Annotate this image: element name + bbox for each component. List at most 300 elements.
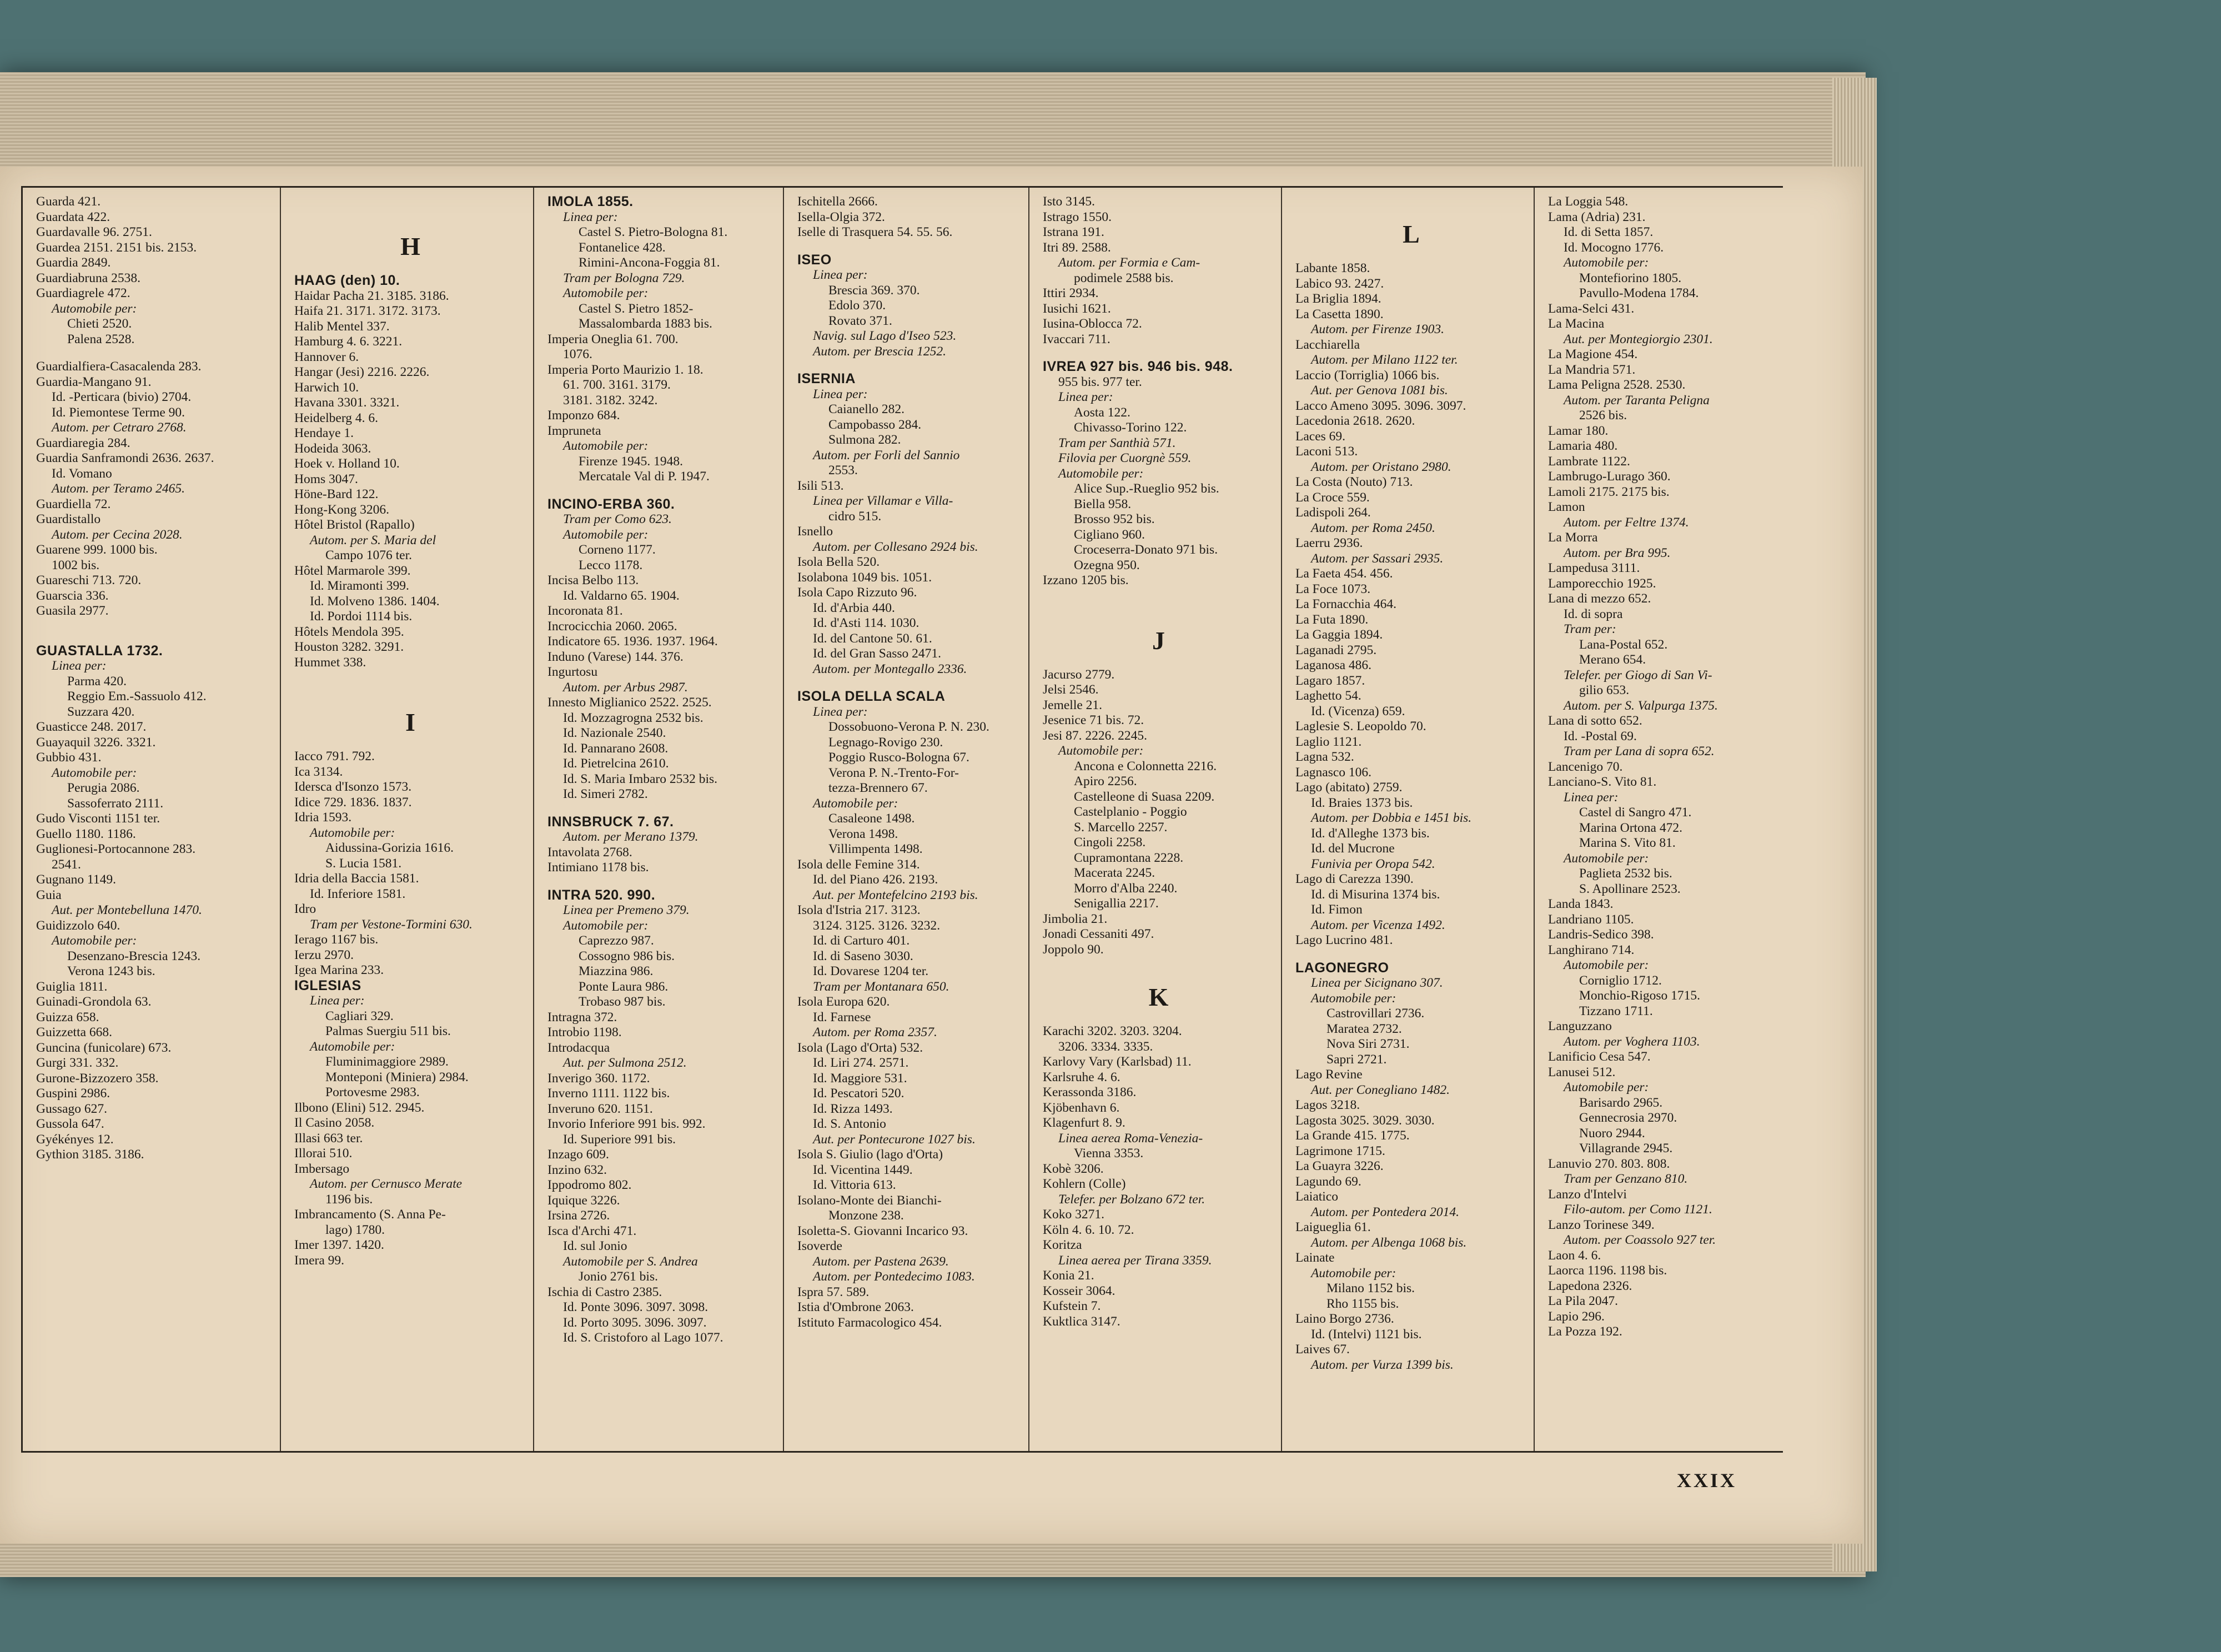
index-destination: Mercatale Val di P. 1947. bbox=[579, 469, 710, 484]
index-destination: Aosta 122. bbox=[1074, 405, 1130, 420]
index-entry: Gyékényes 12. bbox=[36, 1132, 114, 1147]
spacer bbox=[547, 485, 777, 497]
index-entry: Istia d'Ombrone 2063. bbox=[797, 1300, 914, 1314]
index-entry: Harwich 10. bbox=[294, 380, 359, 395]
service-line: Tram per Santhià 571. bbox=[1058, 435, 1176, 450]
index-entry: Gugnano 1149. bbox=[36, 872, 117, 887]
index-subentry: Id. Vittoria 613. bbox=[813, 1178, 896, 1192]
service-line: Autom. per Milano 1122 ter. bbox=[1311, 353, 1458, 367]
index-entry: Hannover 6. bbox=[294, 349, 359, 364]
index-destination: Sassoferrato 2111. bbox=[67, 796, 164, 811]
index-entry: Laglesie S. Leopoldo 70. bbox=[1295, 719, 1426, 734]
index-subentry: Id. di Misurina 1374 bis. bbox=[1311, 887, 1440, 902]
index-entry: Intavolata 2768. bbox=[547, 845, 632, 860]
index-entry: Gurgi 331. 332. bbox=[36, 1056, 119, 1070]
index-entry: Klagenfurt 8. 9. bbox=[1043, 1116, 1125, 1130]
index-subentry: Id. Valdarno 65. 1904. bbox=[563, 588, 680, 603]
index-subentry: Id. Molveno 1386. 1404. bbox=[310, 594, 440, 609]
index-destination: Sapri 2721. bbox=[1326, 1052, 1387, 1067]
index-entry: Lagnasco 106. bbox=[1295, 765, 1372, 780]
index-subentry: Id. Porto 3095. 3096. 3097. bbox=[563, 1315, 707, 1330]
index-entry: Joppolo 90. bbox=[1043, 942, 1104, 957]
index-entry: Isola Bella 520. bbox=[797, 555, 880, 569]
index-entry: Hangar (Jesi) 2216. 2226. bbox=[294, 365, 430, 379]
service-line: Autom. per Montegallo 2336. bbox=[813, 661, 967, 676]
index-entry: Landa 1843. bbox=[1548, 897, 1614, 911]
index-entry: Lama-Selci 431. bbox=[1548, 301, 1635, 316]
index-entry: Introbio 1198. bbox=[547, 1025, 622, 1040]
service-line: Automobile per: bbox=[563, 439, 649, 453]
spacer bbox=[1295, 948, 1528, 961]
service-line: Autom. per Firenze 1903. bbox=[1311, 322, 1444, 337]
index-subentry: Id. del Gran Sasso 2471. bbox=[813, 646, 942, 661]
index-entry: Isca d'Archi 471. bbox=[547, 1223, 637, 1238]
index-subentry: Id. del Cantone 50. 61. bbox=[813, 631, 932, 646]
index-entry: Isoverde bbox=[797, 1239, 842, 1253]
service-line: Autom. per Taranta Peligna bbox=[1564, 393, 1710, 408]
index-subentry: Id. Ponte 3096. 3097. 3098. bbox=[563, 1300, 708, 1314]
index-subentry: Id. di sopra bbox=[1564, 606, 1623, 621]
index-entry: Intragna 372. bbox=[547, 1010, 617, 1025]
index-entry: Kohlern (Colle) bbox=[1043, 1177, 1126, 1191]
index-entry: Iacco 791. 792. bbox=[294, 749, 375, 764]
index-entry: Koko 3271. bbox=[1043, 1207, 1104, 1222]
index-entry: Intimiano 1178 bis. bbox=[547, 860, 649, 875]
index-subentry: Id. Pordoi 1114 bis. bbox=[310, 609, 413, 624]
index-subentry: Id. Maggiore 531. bbox=[813, 1071, 907, 1086]
service-line: Linea aerea per Tirana 3359. bbox=[1058, 1253, 1212, 1268]
spacer bbox=[797, 240, 1023, 253]
index-entry: Ladispoli 264. bbox=[1295, 505, 1371, 520]
index-entry: La Gaggia 1894. bbox=[1295, 627, 1383, 642]
index-destination: 1196 bis. bbox=[325, 1192, 373, 1207]
index-destination: Verona 1243 bis. bbox=[67, 964, 155, 978]
index-entry: Imer 1397. 1420. bbox=[294, 1238, 384, 1252]
index-entry: La Grande 415. 1775. bbox=[1295, 1128, 1410, 1143]
service-line: Linea per: bbox=[813, 386, 868, 401]
index-entry: Incoronata 81. bbox=[547, 604, 623, 618]
service-line: Aut. per Sulmona 2512. bbox=[563, 1056, 687, 1070]
index-entry: Laces 69. bbox=[1295, 429, 1346, 444]
service-line: Navig. sul Lago d'Iseo 523. bbox=[813, 329, 957, 343]
service-line: Autom. per Collesano 2924 bis. bbox=[813, 539, 978, 554]
index-destination: Ozegna 950. bbox=[1074, 558, 1140, 573]
index-entry: Lamoli 2175. 2175 bis. bbox=[1548, 484, 1670, 499]
service-line: Linea per: bbox=[563, 209, 618, 224]
index-entry: Laives 67. bbox=[1295, 1342, 1350, 1357]
index-entry: Jemelle 21. bbox=[1043, 697, 1103, 712]
index-entry: Lama (Adria) 231. bbox=[1548, 209, 1646, 224]
index-subentry: 1002 bis. bbox=[52, 558, 100, 573]
service-line: Automobile per: bbox=[310, 1039, 395, 1054]
index-entry: Guinadi-Grondola 63. bbox=[36, 995, 152, 1009]
index-destination: Legnago-Rovigo 230. bbox=[828, 735, 943, 750]
index-entry: Lambrugo-Lurago 360. bbox=[1548, 469, 1671, 484]
service-line: Linea per: bbox=[813, 704, 868, 719]
index-frame bbox=[21, 186, 1783, 1453]
index-entry: Lampedusa 3111. bbox=[1548, 561, 1640, 575]
index-entry: Guarene 999. 1000 bis. bbox=[36, 543, 158, 557]
section-letter: L bbox=[1403, 220, 1421, 248]
index-entry: La Guayra 3226. bbox=[1295, 1159, 1384, 1173]
index-subentry: Id. di Saseno 3030. bbox=[813, 948, 913, 963]
index-destination: S. Apollinare 2523. bbox=[1579, 881, 1681, 896]
index-destination: Castelleone di Suasa 2209. bbox=[1074, 789, 1215, 804]
index-destination: Monteponi (Miniera) 2984. bbox=[325, 1069, 469, 1084]
index-subentry: 3124. 3125. 3126. 3232. bbox=[813, 918, 941, 933]
index-entry: La Pila 2047. bbox=[1548, 1294, 1618, 1308]
service-line: Tram per: bbox=[1564, 622, 1616, 636]
index-destination: Edolo 370. bbox=[828, 298, 886, 313]
index-entry: Lacchiarella bbox=[1295, 337, 1360, 352]
spacer bbox=[294, 207, 527, 219]
index-entry: Gubbio 431. bbox=[36, 750, 102, 765]
service-line: Telefer. per Bolzano 672 ter. bbox=[1058, 1192, 1205, 1207]
index-entry: Laghetto 54. bbox=[1295, 689, 1361, 703]
index-subentry: Id. Pietrelcina 2610. bbox=[563, 756, 669, 771]
index-destination: lago) 1780. bbox=[325, 1222, 385, 1237]
index-destination: Campobasso 284. bbox=[828, 417, 922, 432]
index-entry: Kerassonda 3186. bbox=[1043, 1085, 1137, 1099]
spacer bbox=[36, 619, 274, 631]
index-destination: Alice Sup.-Rueglio 952 bis. bbox=[1074, 481, 1219, 496]
index-subentry: Id. Farnese bbox=[813, 1010, 871, 1025]
index-subentry: Id. d'Alleghe 1373 bis. bbox=[1311, 826, 1430, 841]
index-entry: Laccio (Torriglia) 1066 bis. bbox=[1295, 368, 1440, 383]
service-line: Autom. per Pastena 2639. bbox=[813, 1254, 949, 1269]
index-entry: Lago Lucrino 481. bbox=[1295, 933, 1393, 947]
index-heading: INTRA 520. 990. bbox=[547, 887, 656, 903]
index-entry: La Mandria 571. bbox=[1548, 362, 1636, 377]
index-subentry: Id. -Postal 69. bbox=[1564, 729, 1637, 744]
index-entry: Ispra 57. 589. bbox=[797, 1284, 870, 1299]
index-entry: Guidizzolo 640. bbox=[36, 918, 120, 933]
index-heading: IGLESIAS bbox=[294, 977, 361, 993]
index-entry: Ittiri 2934. bbox=[1043, 286, 1099, 300]
spacer bbox=[1043, 957, 1275, 970]
index-subentry: Id. (Intelvi) 1121 bis. bbox=[1311, 1327, 1422, 1342]
service-line: Tram per Vestone-Tormini 630. bbox=[310, 917, 473, 932]
index-entry: Guardistallo bbox=[36, 512, 101, 526]
index-entry: Hendaye 1. bbox=[294, 426, 354, 440]
service-line: Automobile per S. Andrea bbox=[563, 1254, 698, 1269]
index-subentry: Id. (Vicenza) 659. bbox=[1311, 704, 1405, 719]
service-line: Automobile per: bbox=[563, 527, 649, 542]
index-entry: Isoletta-S. Giovanni Incarico 93. bbox=[797, 1223, 968, 1238]
index-entry: Jesenice 71 bis. 72. bbox=[1043, 713, 1144, 727]
index-entry: Isolabona 1049 bis. 1051. bbox=[797, 570, 932, 585]
service-line: Telefer. per Giogo di San Vi- bbox=[1564, 667, 1712, 682]
service-line: Autom. per Feltre 1374. bbox=[1564, 515, 1689, 530]
service-line: Aut. per Genova 1081 bis. bbox=[1311, 383, 1448, 398]
index-heading: HAAG (den) 10. bbox=[294, 273, 400, 288]
index-destination: Villimpenta 1498. bbox=[828, 842, 923, 856]
index-heading: ISEO bbox=[797, 252, 832, 268]
index-destination: Miazzina 986. bbox=[579, 964, 654, 978]
index-destination: Corneno 1177. bbox=[579, 543, 656, 557]
index-destination: Palena 2528. bbox=[67, 332, 135, 347]
index-destination: Cupramontana 2228. bbox=[1074, 850, 1184, 865]
index-heading: LAGONEGRO bbox=[1295, 960, 1389, 976]
index-destination: Chieti 2520. bbox=[67, 317, 132, 331]
index-entry: Lago (abitato) 2759. bbox=[1295, 780, 1403, 795]
service-line: Automobile per: bbox=[563, 918, 649, 933]
service-line: Autom. per Teramo 2465. bbox=[52, 481, 185, 496]
index-entry: Iquique 3226. bbox=[547, 1193, 620, 1208]
index-entry: Gythion 3185. 3186. bbox=[36, 1147, 144, 1162]
index-entry: Ivaccari 711. bbox=[1043, 332, 1110, 347]
index-entry: Guardiaregia 284. bbox=[36, 435, 130, 450]
index-destination: Desenzano-Brescia 1243. bbox=[67, 948, 201, 963]
index-entry: Halib Mentel 337. bbox=[294, 319, 390, 334]
index-destination: Brosso 952 bis. bbox=[1074, 512, 1155, 526]
index-destination: Marina Ortona 472. bbox=[1579, 820, 1682, 835]
spacer bbox=[1295, 194, 1528, 207]
index-destination: Macerata 2245. bbox=[1074, 866, 1155, 880]
index-entry: Hong-Kong 3206. bbox=[294, 502, 390, 517]
index-entry: Iselle di Trasquera 54. 55. 56. bbox=[797, 225, 953, 239]
service-line: Automobile per: bbox=[1311, 991, 1396, 1006]
index-subentry: Id. del Mucrone bbox=[1311, 841, 1395, 856]
index-destination: cidro 515. bbox=[828, 509, 882, 524]
index-entry: La Fornacchia 464. bbox=[1295, 597, 1397, 611]
service-line: Automobile per: bbox=[52, 765, 137, 780]
index-subentry: Id. Mocogno 1776. bbox=[1564, 240, 1664, 255]
service-line: Linea aerea Roma-Venezia- bbox=[1058, 1131, 1203, 1146]
service-line: Automobile per: bbox=[52, 301, 137, 316]
index-entry: Houston 3282. 3291. bbox=[294, 640, 404, 654]
index-subentry: 1076. bbox=[563, 347, 592, 361]
index-destination: Campo 1076 ter. bbox=[325, 548, 412, 563]
index-entry: Lanuvio 270. 803. 808. bbox=[1548, 1156, 1670, 1171]
index-entry: Isella-Olgia 372. bbox=[797, 209, 885, 224]
service-line: Autom. per Voghera 1103. bbox=[1564, 1034, 1700, 1049]
index-entry: Ingurtosu bbox=[547, 665, 598, 679]
index-entry: Gussola 647. bbox=[36, 1117, 104, 1131]
index-entry: Landris-Sedico 398. bbox=[1548, 927, 1654, 942]
index-entry: Heidelberg 4. 6. bbox=[294, 410, 378, 425]
index-destination: Morro d'Alba 2240. bbox=[1074, 881, 1178, 896]
index-entry: Igea Marina 233. bbox=[294, 963, 384, 977]
index-destination: Cossogno 986 bis. bbox=[579, 948, 675, 963]
index-destination: Portovesme 2983. bbox=[325, 1085, 420, 1099]
index-destination: Cingoli 2258. bbox=[1074, 835, 1146, 850]
index-entry: Idersca d'Isonzo 1573. bbox=[294, 780, 412, 794]
index-entry: Guareschi 713. 720. bbox=[36, 573, 142, 588]
index-entry: Isolano-Monte dei Bianchi- bbox=[797, 1193, 942, 1208]
index-destination: tezza-Brennero 67. bbox=[828, 781, 928, 795]
index-subentry: Id. S. Antonio bbox=[813, 1117, 886, 1131]
service-line: Funivia per Oropa 542. bbox=[1311, 856, 1435, 871]
index-subentry: Id. -Perticara (bivio) 2704. bbox=[52, 390, 192, 404]
index-entry: Laconi 513. bbox=[1295, 444, 1358, 459]
service-line: Automobile per: bbox=[1564, 1080, 1649, 1094]
index-heading: IMOLA 1855. bbox=[547, 194, 634, 209]
index-entry: Inverigo 360. 1172. bbox=[547, 1071, 650, 1086]
index-destination: S. Lucia 1581. bbox=[325, 856, 402, 871]
index-entry: Lama Peligna 2528. 2530. bbox=[1548, 378, 1686, 392]
index-entry: Lamar 180. bbox=[1548, 423, 1609, 438]
index-entry: Ippodromo 802. bbox=[547, 1178, 632, 1192]
spacer bbox=[1043, 601, 1275, 613]
index-entry: Iusichi 1621. bbox=[1043, 301, 1111, 316]
index-heading: IVREA 927 bis. 946 bis. 948. bbox=[1043, 359, 1233, 374]
index-entry: Lagundo 69. bbox=[1295, 1174, 1361, 1189]
section-letter: J bbox=[1152, 626, 1166, 655]
index-entry: Guardialfiera-Casacalenda 283. bbox=[36, 359, 202, 374]
index-entry: Idro bbox=[294, 902, 316, 916]
index-entry: Incisa Belbo 113. bbox=[547, 573, 639, 588]
service-line: Autom. per Pontedecimo 1083. bbox=[813, 1269, 975, 1284]
index-destination: Palmas Suergiu 511 bis. bbox=[325, 1024, 451, 1038]
index-entry: Isola Europa 620. bbox=[797, 995, 890, 1009]
spacer bbox=[547, 876, 777, 888]
index-entry: Labico 93. 2427. bbox=[1295, 276, 1384, 291]
index-entry: Laerru 2936. bbox=[1295, 536, 1363, 550]
service-line: Autom. per Forli del Sannio bbox=[813, 448, 960, 463]
index-column-5 bbox=[1029, 188, 1282, 1451]
service-line: Filo-autom. per Como 1121. bbox=[1564, 1202, 1712, 1217]
index-subentry: Id. di Setta 1857. bbox=[1564, 225, 1654, 239]
index-entry: Kosseir 3064. bbox=[1043, 1283, 1115, 1298]
index-entry: La Futa 1890. bbox=[1295, 612, 1369, 627]
index-entry: Isola Capo Rizzuto 96. bbox=[797, 585, 917, 600]
index-entry: Itri 89. 2588. bbox=[1043, 240, 1111, 255]
index-destination: Pavullo-Modena 1784. bbox=[1579, 286, 1699, 300]
index-destination: Firenze 1945. 1948. bbox=[579, 454, 683, 469]
index-entry: La Macina bbox=[1548, 317, 1605, 331]
index-entry: Lanzo Torinese 349. bbox=[1548, 1217, 1655, 1232]
index-entry: Hodeida 3063. bbox=[294, 441, 371, 456]
index-subentry: Id. S. Maria Imbaro 2532 bis. bbox=[563, 771, 718, 786]
service-line: Automobile per: bbox=[52, 933, 137, 948]
service-line: Automobile per: bbox=[1564, 255, 1649, 270]
index-destination: Caianello 282. bbox=[828, 402, 905, 416]
service-line: Tram per Lana di sopra 652. bbox=[1564, 744, 1715, 759]
service-line: Autom. per Roma 2450. bbox=[1311, 520, 1435, 535]
index-destination: Cigliano 960. bbox=[1074, 527, 1145, 542]
index-entry: Laino Borgo 2736. bbox=[1295, 1312, 1394, 1326]
index-column-6 bbox=[1282, 188, 1535, 1451]
index-subentry: Id. d'Asti 114. 1030. bbox=[813, 616, 919, 630]
service-line: Aut. per Montegiorgio 2301. bbox=[1564, 332, 1713, 347]
index-entry: Lamaria 480. bbox=[1548, 439, 1618, 453]
index-entry: Inveruno 620. 1151. bbox=[547, 1101, 653, 1116]
index-entry: Lana di sotto 652. bbox=[1548, 714, 1642, 728]
index-destination: Suzzara 420. bbox=[67, 704, 135, 719]
index-subentry: Id. Piemontese Terme 90. bbox=[52, 405, 185, 420]
index-entry: Invorio Inferiore 991 bis. 992. bbox=[547, 1117, 706, 1131]
index-destination: Brescia 369. 370. bbox=[828, 283, 920, 298]
index-entry: La Briglia 1894. bbox=[1295, 292, 1381, 306]
index-column-7 bbox=[1535, 188, 1783, 1451]
index-entry: Guarda 421. bbox=[36, 194, 101, 209]
spacer bbox=[1043, 347, 1275, 359]
index-subentry: Id. Miramonti 399. bbox=[310, 579, 409, 593]
section-letter: K bbox=[1148, 983, 1170, 1011]
index-destination: Cagliari 329. bbox=[325, 1008, 394, 1023]
index-entry: La Foce 1073. bbox=[1295, 581, 1371, 596]
index-destination: Verona 1498. bbox=[828, 826, 898, 841]
index-destination: Ancona e Colonnetta 2216. bbox=[1074, 759, 1217, 774]
index-entry: La Croce 559. bbox=[1295, 490, 1370, 505]
index-entry: Illasi 663 ter. bbox=[294, 1131, 363, 1146]
index-entry: Lambrate 1122. bbox=[1548, 454, 1630, 469]
index-heading: INNSBRUCK 7. 67. bbox=[547, 814, 674, 830]
index-destination: Trobaso 987 bis. bbox=[579, 995, 666, 1009]
index-destination: 2553. bbox=[828, 463, 858, 478]
index-entry: La Costa (Nouto) 713. bbox=[1295, 475, 1413, 489]
index-destination: Marina S. Vito 81. bbox=[1579, 836, 1676, 850]
index-entry: Jacurso 2779. bbox=[1043, 667, 1115, 682]
index-entry: Hoek v. Holland 10. bbox=[294, 456, 400, 471]
service-line: Aut. per Pontecurone 1027 bis. bbox=[813, 1132, 976, 1147]
index-entry: Induno (Varese) 144. 376. bbox=[547, 649, 684, 664]
index-entry: Lacco Ameno 3095. 3096. 3097. bbox=[1295, 398, 1466, 413]
index-subentry: Id. d'Arbia 440. bbox=[813, 600, 895, 615]
index-destination: Rimini-Ancona-Foggia 81. bbox=[579, 255, 720, 270]
index-entry: Guizzetta 668. bbox=[36, 1025, 113, 1040]
service-line: Autom. per Cecina 2028. bbox=[52, 527, 183, 542]
index-entry: Isnello bbox=[797, 524, 833, 539]
index-entry: Imperia Porto Maurizio 1. 18. bbox=[547, 362, 704, 377]
index-entry: Jesi 87. 2226. 2245. bbox=[1043, 728, 1147, 743]
index-column-3 bbox=[534, 188, 784, 1451]
service-line: Tram per Bologna 729. bbox=[563, 270, 685, 285]
index-entry: Ischia di Castro 2385. bbox=[547, 1284, 662, 1299]
index-entry: Lagna 532. bbox=[1295, 750, 1354, 764]
index-entry: Lamporecchio 1925. bbox=[1548, 576, 1656, 591]
index-destination: gilio 653. bbox=[1579, 683, 1630, 697]
index-entry: Idria 1593. bbox=[294, 810, 352, 825]
index-entry: Introdacqua bbox=[547, 1040, 610, 1055]
service-line: Autom. per Sassari 2935. bbox=[1311, 551, 1444, 566]
index-entry: Hamburg 4. 6. 3221. bbox=[294, 334, 403, 349]
index-entry: Guizza 658. bbox=[36, 1010, 99, 1025]
service-line: Automobile per: bbox=[310, 825, 395, 840]
index-entry: Laon 4. 6. bbox=[1548, 1248, 1601, 1263]
index-entry: Laiatico bbox=[1295, 1189, 1338, 1204]
index-subentry: Id. Superiore 991 bis. bbox=[563, 1132, 676, 1147]
index-destination: Gennecrosia 2970. bbox=[1579, 1111, 1677, 1125]
index-entry: Inverno 1111. 1122 bis. bbox=[547, 1086, 670, 1101]
index-entry: Hôtels Mendola 395. bbox=[294, 624, 404, 639]
index-entry: Guardiella 72. bbox=[36, 496, 111, 511]
spacer bbox=[547, 802, 777, 815]
index-entry: Lainate bbox=[1295, 1251, 1335, 1265]
index-destination: Monchio-Rigoso 1715. bbox=[1579, 988, 1701, 1003]
index-destination: Biella 958. bbox=[1074, 496, 1132, 511]
index-entry: Guglionesi-Portocannone 283. bbox=[36, 842, 196, 856]
index-subentry: Id. di Carturo 401. bbox=[813, 933, 910, 948]
index-destination: Paglieta 2532 bis. bbox=[1579, 866, 1672, 881]
index-destination: Parma 420. bbox=[67, 674, 127, 689]
index-destination: Nuoro 2944. bbox=[1579, 1126, 1645, 1141]
index-entry: Idria della Baccia 1581. bbox=[294, 871, 419, 886]
index-entry: Lanusei 512. bbox=[1548, 1064, 1616, 1079]
index-entry: Guia bbox=[36, 887, 62, 902]
index-destination: Nova Siri 2731. bbox=[1326, 1037, 1410, 1051]
index-entry: Isola delle Femine 314. bbox=[797, 857, 920, 872]
index-subentry: Id. Vomano bbox=[52, 466, 112, 481]
index-entry: Labante 1858. bbox=[1295, 261, 1370, 275]
index-entry: Koritza bbox=[1043, 1238, 1082, 1252]
index-entry: Kobè 3206. bbox=[1043, 1161, 1104, 1176]
index-entry: Lamon bbox=[1548, 500, 1585, 514]
index-entry: Lacedonia 2618. 2620. bbox=[1295, 414, 1415, 428]
index-entry: Laglio 1121. bbox=[1295, 734, 1362, 749]
index-destination: 2526 bis. bbox=[1579, 408, 1627, 423]
